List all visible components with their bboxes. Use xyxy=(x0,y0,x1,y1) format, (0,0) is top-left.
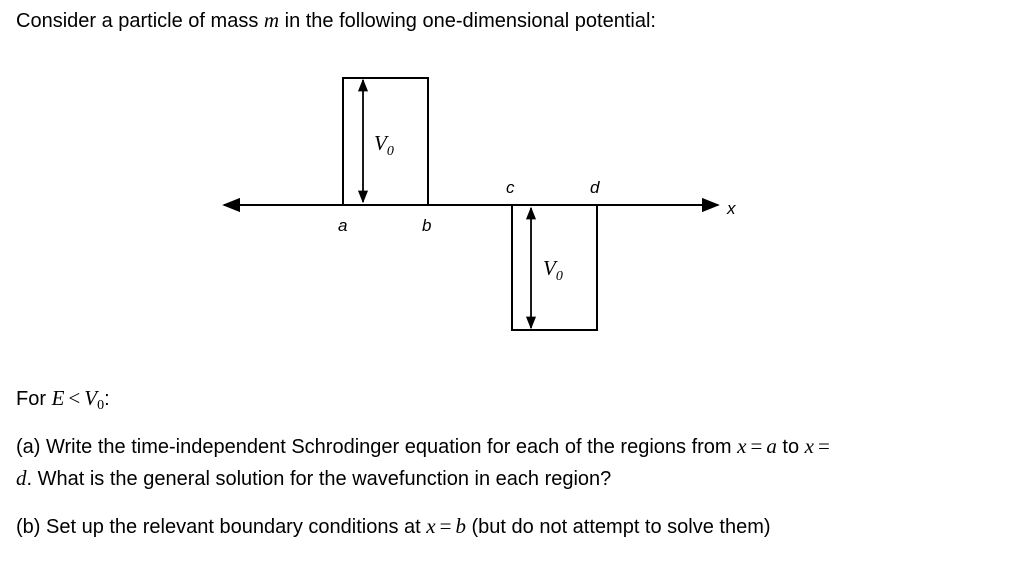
condition-suffix: : xyxy=(104,388,110,410)
label-a: a xyxy=(338,216,348,235)
part-a-line1 xyxy=(16,434,834,459)
d-symbol: d xyxy=(16,466,27,490)
well-v0-label: $V_0$ xyxy=(543,256,563,284)
x-symbol: x xyxy=(426,514,436,538)
intro-after: in the following one-dimensional potential: xyxy=(279,10,656,32)
x-symbol: x xyxy=(804,434,814,458)
equals-symbol: = xyxy=(439,514,452,538)
mass-symbol: m xyxy=(263,8,280,32)
condition-prefix: For xyxy=(16,388,52,410)
part-a-line2 xyxy=(16,466,611,491)
x-symbol: x xyxy=(737,434,747,458)
equals-symbol: = xyxy=(817,434,830,458)
barrier-v0-label: $V_0$ xyxy=(374,131,394,159)
part-b-text-continued: (but do not attempt to solve them) xyxy=(465,516,771,538)
b-symbol: b xyxy=(455,514,466,538)
label-d: d xyxy=(590,178,600,197)
a-symbol: a xyxy=(766,434,777,458)
intro-before: Consider a particle of mass xyxy=(16,10,264,32)
part-b-line xyxy=(16,514,771,539)
less-than-symbol: < xyxy=(68,386,81,410)
part-a-text: (a) Write the time-independent Schrodinger equation for each of the regions from xyxy=(16,436,738,458)
label-x: x xyxy=(727,199,736,218)
energy-symbol: E xyxy=(51,386,65,410)
label-b: b xyxy=(422,216,432,235)
equals-symbol: = xyxy=(750,434,763,458)
v0-symbol: $V_0$ xyxy=(84,386,105,413)
label-c: c xyxy=(506,178,515,197)
to-text: to xyxy=(776,436,805,458)
part-a-text-continued: . What is the general solution for the wavefunction in each region? xyxy=(26,468,612,490)
energy-condition xyxy=(16,386,110,418)
part-b-text: (b) Set up the relevant boundary conditions at xyxy=(16,516,427,538)
